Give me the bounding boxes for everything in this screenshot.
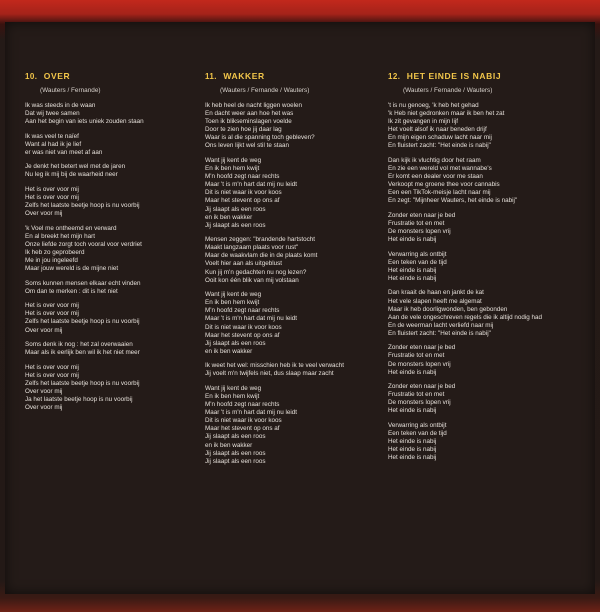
- lyric-line: Zonder eten naar je bed: [388, 383, 456, 391]
- lyric-line: En al breekt het mijn hart: [25, 232, 96, 240]
- lyric-line: Maar het stevent op ons af: [205, 425, 280, 433]
- lyric-line: Verwarring als ontbijt: [388, 421, 447, 429]
- lyric-line: Want jij kent de weg: [205, 156, 262, 164]
- lyric-line: De monsters lopen vrij: [388, 399, 451, 407]
- lyric-line: En mijn eigen schaduw lacht naar mij: [388, 134, 492, 142]
- lyric-line: 'k Voel me ontheemd en verward: [25, 224, 117, 232]
- song-title: OVER: [43, 71, 71, 81]
- lyric-line: En ik ben hem kwijt: [205, 392, 260, 400]
- lyric-line: Me in jou ingeleefd: [25, 257, 78, 265]
- lyric-line: Zonder eten naar je bed: [388, 211, 456, 219]
- lyric-stanza: [205, 157, 385, 230]
- lyric-line: Verkoopt me groene thee voor cannabis: [388, 181, 500, 189]
- lyric-stanza: [388, 102, 588, 151]
- lyrics-body: [205, 102, 385, 466]
- lyric-line: Over voor mij: [25, 404, 63, 412]
- lyric-stanza: [205, 291, 385, 356]
- lyric-line: Het is over voor mij: [25, 185, 79, 193]
- lyric-stanza: [388, 344, 588, 376]
- lyric-line: Het is over voor mij: [25, 194, 79, 202]
- lyric-line: Frustratie tot en met: [388, 352, 445, 360]
- song-number: 11.: [205, 72, 217, 81]
- song-title-row: [205, 66, 385, 84]
- lyric-line: Onze liefde zorgt toch vooral voor verdriet: [25, 240, 142, 248]
- lyric-line: Het is over voor mij: [25, 371, 79, 379]
- lyric-line: Dit is niet waar ik voor koos: [205, 189, 282, 197]
- lyric-stanza: [205, 385, 385, 466]
- lyric-line: Het einde is nabij: [388, 407, 437, 415]
- song-column-10: [25, 66, 195, 419]
- lyric-line: Waar is al die spanning toch gebleven?: [205, 134, 315, 142]
- lyric-line: Het einde is nabij: [388, 266, 437, 274]
- lyric-stanza: [388, 212, 588, 244]
- lyric-line: er was niet van meet af aan: [25, 148, 103, 156]
- lyric-line: Ik weet het wel: misschien heb ik te veel verwacht: [205, 362, 344, 370]
- lyric-line: Ons leven lijkt wel stil te staan: [205, 142, 289, 150]
- lyric-line: Jij slaapt als een roos: [205, 449, 266, 457]
- lyric-line: Want jij kent de weg: [205, 384, 262, 392]
- lyric-line: 't is nu genoeg, 'k heb het gehad: [388, 102, 479, 109]
- lyric-line: En ik ben hem kwijt: [205, 165, 260, 173]
- lyric-line: Zelfs het laatste beetje hoop is nu voorbij: [25, 318, 140, 326]
- lyric-line: Ooit kon één blik van mij volstaan: [205, 276, 299, 284]
- lyric-line: Maar het stevent op ons af: [205, 331, 280, 339]
- lyric-line: En fluistert zacht: "Het einde is nabij": [388, 142, 491, 150]
- lyric-stanza: [205, 102, 385, 151]
- lyric-line: Aan het begin van iets uniek zouden staan: [25, 118, 144, 126]
- lyric-line: Maar het stevent op ons af: [205, 197, 280, 205]
- lyric-line: M'n hoofd zegt naar rechts: [205, 401, 280, 409]
- lyric-line: En dacht weer aan hoe het was: [205, 110, 294, 118]
- song-column-11: [205, 66, 385, 472]
- lyric-line: Toen ik blikseminslagen voelde: [205, 118, 292, 126]
- lyric-line: De monsters lopen vrij: [388, 360, 451, 368]
- lyric-stanza: [205, 362, 385, 378]
- lyric-line: Zelfs het laatste beetje hoop is nu voorbij: [25, 379, 140, 387]
- lyric-line: Soms denk ik nog : het zal overwaaien: [25, 340, 133, 348]
- lyric-line: Maar ik heb doorligwonden, ben gebonden: [388, 305, 508, 313]
- lyric-line: Over voor mij: [25, 387, 63, 395]
- lyric-line: Jij slaapt als een roos: [205, 457, 266, 465]
- lyric-stanza: [25, 186, 195, 218]
- lyric-line: Ik was steeds in de waan: [25, 102, 96, 109]
- lyric-line: Ik heb zo geprobeerd: [25, 248, 85, 256]
- lyric-line: Door te zien hoe jij daar lag: [205, 126, 282, 134]
- lyric-line: En ik ben hem kwijt: [205, 299, 260, 307]
- lyric-stanza: [388, 289, 588, 338]
- lyric-line: Aan de vele ongeschreven regels die ik altijd nodig had: [388, 313, 543, 321]
- lyric-line: Ik zit gevangen in mijn lijf: [388, 118, 458, 126]
- lyric-line: Het einde is nabij: [388, 236, 437, 244]
- lyric-line: Want al had ik je lief: [25, 140, 82, 148]
- lyric-line: Er komt een dealer voor me staan: [388, 173, 483, 181]
- lyric-line: Frustratie tot en met: [388, 391, 445, 399]
- lyric-line: Je denkt het betert wel met de jaren: [25, 163, 126, 171]
- song-credits: (Wauters / Fernande / Wauters): [220, 87, 310, 94]
- lyric-line: Het is over voor mij: [25, 363, 79, 371]
- lyric-stanza: [25, 102, 195, 126]
- lyric-line: Maar als ik eerlijk ben wil ik het niet meer: [25, 349, 140, 357]
- lyric-line: Om dan te merken : dit is het niet: [25, 287, 118, 295]
- lyric-line: En zie een wereld vol met wannabe's: [388, 165, 492, 173]
- lyric-line: en ik ben wakker: [205, 347, 253, 355]
- song-column-12: [388, 66, 588, 469]
- lyric-line: Zonder eten naar je bed: [388, 344, 456, 352]
- lyric-line: Maar 't is m'n hart dat mij nu leidt: [205, 181, 297, 189]
- lyric-line: Het einde is nabij: [388, 274, 437, 282]
- song-title: WAKKER: [223, 71, 265, 81]
- lyric-line: Het voelt alsof ik naar beneden drijf: [388, 126, 487, 134]
- lyric-line: Het einde is nabij: [388, 438, 437, 446]
- lyric-stanza: [205, 236, 385, 285]
- lyric-line: Verwarring als ontbijt: [388, 250, 447, 258]
- lyric-stanza: [388, 422, 588, 462]
- lyric-line: Dan kijk ik vluchtig door het raam: [388, 156, 481, 164]
- lyric-line: M'n hoofd zegt naar rechts: [205, 173, 280, 181]
- lyric-line: Maakt langzaam plaats voor rust": [205, 244, 299, 252]
- lyric-line: Het vele slapen heeft me algemat: [388, 297, 482, 305]
- lyric-line: Mensen zeggen: "brandende hartstocht: [205, 236, 316, 244]
- lyric-line: Soms kunnen mensen elkaar echt vinden: [25, 279, 141, 287]
- song-number: 12.: [388, 72, 401, 81]
- lyric-line: Over voor mij: [25, 210, 63, 218]
- lyric-line: Dit is niet waar ik voor koos: [205, 417, 282, 425]
- lyric-stanza: [25, 280, 195, 296]
- lyric-line: en ik ben wakker: [205, 441, 253, 449]
- lyric-line: Het is over voor mij: [25, 310, 79, 318]
- lyric-line: Een teken van de tijd: [388, 258, 447, 266]
- lyric-line: Jij voelt m'n twijfels niet, dus slaap maar zacht: [205, 370, 334, 378]
- lyric-line: Frustratie tot en met: [388, 220, 445, 227]
- lyric-line: Maar de waakvlam die in de plaats komt: [205, 252, 318, 260]
- lyric-line: De monsters lopen vrij: [388, 228, 451, 236]
- lyrics-body: [388, 102, 588, 462]
- lyric-stanza: [388, 251, 588, 283]
- lyric-line: Het is over voor mij: [25, 302, 79, 310]
- lyric-stanza: [25, 163, 195, 179]
- song-number: 10.: [25, 72, 38, 81]
- lyric-line: Jij slaapt als een roos: [205, 221, 266, 229]
- lyric-line: Over voor mij: [25, 326, 63, 334]
- lyric-line: Zelfs het laatste beetje hoop is nu voorbij: [25, 202, 140, 210]
- song-title-row: [388, 66, 588, 84]
- lyric-line: En de weerman lacht verliefd naar mij: [388, 321, 494, 329]
- lyric-line: Dat wij twee samen: [25, 110, 80, 118]
- lyric-line: Want jij kent de weg: [205, 291, 262, 299]
- lyric-line: En zegt: "Mijnheer Wauters, het einde is nabij": [388, 197, 518, 205]
- lyric-line: Ik was veel te naïef: [25, 132, 79, 140]
- lyric-line: Maar jouw wereld is de mijne niet: [25, 265, 119, 273]
- lyric-line: Een teken van de tijd: [388, 430, 447, 438]
- lyric-line: Het einde is nabij: [388, 368, 437, 376]
- lyric-line: Dit is niet waar ik voor koos: [205, 323, 282, 331]
- lyric-stanza: [25, 341, 195, 357]
- song-credits: (Wauters / Fernande): [40, 87, 101, 94]
- lyric-line: Het einde is nabij: [388, 446, 437, 454]
- lyric-line: Jij slaapt als een roos: [205, 433, 266, 441]
- lyric-line: Een een TikTok-meisje lacht naar mij: [388, 189, 491, 197]
- lyric-line: Nu leg ik mij bij de waarheid neer: [25, 171, 118, 179]
- lyric-stanza: [388, 157, 588, 206]
- lyric-line: Maar 't is m'n hart dat mij nu leidt: [205, 315, 297, 323]
- lyric-line: Dan kraait de haan en jankt de kat: [388, 289, 484, 297]
- song-title: HET EINDE IS NABIJ: [406, 71, 502, 81]
- lyric-line: Ik heb heel de nacht liggen woelen: [205, 102, 302, 109]
- lyric-stanza: [25, 364, 195, 413]
- song-credits: (Wauters / Fernande / Wauters): [403, 87, 493, 94]
- lyric-line: Kun jij m'n gedachten nu nog lezen?: [205, 268, 307, 276]
- lyric-stanza: [25, 225, 195, 274]
- lyric-line: en ik ben wakker: [205, 213, 253, 221]
- lyric-line: En fluistert zacht: "Het einde is nabij": [388, 329, 491, 337]
- lyric-stanza: [388, 383, 588, 415]
- lyric-line: Het einde is nabij: [388, 454, 437, 462]
- song-title-row: [25, 66, 195, 84]
- lyric-line: Ja het laatste beetje hoop is nu voorbij: [25, 395, 133, 403]
- lyric-line: Jij slaapt als een roos: [205, 339, 266, 347]
- lyrics-body: [25, 102, 195, 412]
- lyric-line: 'k Heb niet gedronken maar ik ben het zat: [388, 110, 505, 118]
- lyric-line: Maar 't is m'n hart dat mij nu leidt: [205, 409, 297, 417]
- lyric-line: Voelt hier aan als uitgeblust: [205, 260, 283, 268]
- lyric-stanza: [25, 302, 195, 334]
- lyric-line: Jij slaapt als een roos: [205, 205, 266, 213]
- lyric-line: M'n hoofd zegt naar rechts: [205, 307, 280, 315]
- lyric-stanza: [25, 133, 195, 157]
